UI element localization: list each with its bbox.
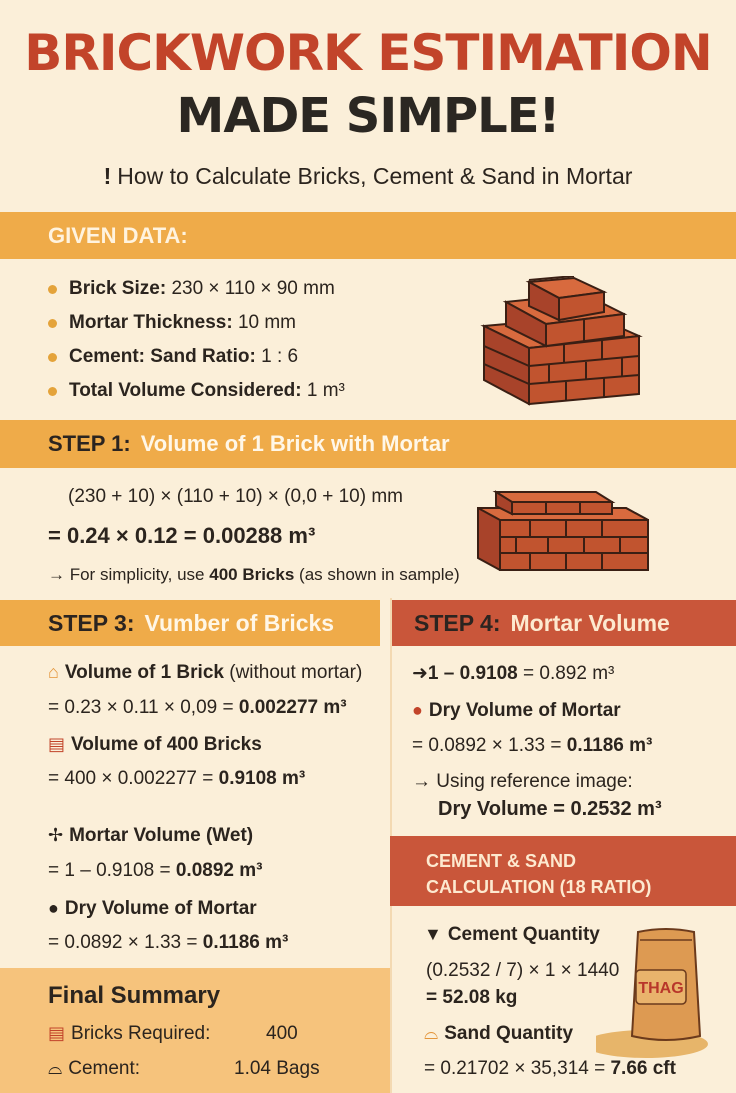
trowel-icon: ✢ [48,825,64,845]
given-data-band [0,212,736,259]
step1-note: → For simplicity, use 400 Bricks (as shown in sample) [48,565,460,584]
drop-icon: ● [48,898,59,918]
bag-label: THAG [638,980,684,997]
drop-icon: ● [412,700,423,720]
step1-label: STEP 1: [48,431,131,456]
step4-dry-calc: = 0.0892 × 1.33 = 0.1186 m³ [412,735,653,756]
brick-stack-illustration [474,276,654,418]
cement-result: = 52.08 kg [426,987,518,1008]
page-subtitle [0,163,736,190]
bucket-icon: ▼ [424,924,442,944]
sand-pile-icon: ⌓ [48,1058,63,1078]
given-item: Total Volume Considered: 1 m³ [48,374,345,408]
final-summary [0,968,390,1093]
summary-row: ▤ Bricks Required: [48,1023,211,1044]
summary-value: 400 [266,1023,298,1044]
step4-label: STEP 4: [414,609,501,636]
step3-wet-calc: = 1 – 0.9108 = 0.0892 m³ [48,860,263,881]
bullet-icon [48,353,57,362]
brick-wall-illustration [476,484,672,574]
brick-icon: ▤ [48,1023,66,1043]
summary-row: ⌓ Cement: [48,1058,141,1079]
given-data-heading: GIVEN DATA: [48,222,188,248]
step3-dry: ● Dry Volume of Mortar [48,898,257,919]
given-item: Brick Size: 230 × 110 × 90 mm [48,272,345,306]
cement-calc: (0.2532 / 7) × 1 × 1440 [426,960,620,981]
arrow-icon: ➜ [412,663,428,684]
step1-band [0,420,736,468]
bullet-icon [48,387,57,396]
step4-calc1: ➜1 – 0.9108 = 0.892 m³ [412,663,615,684]
given-item: Mortar Thickness: 10 mm [48,306,345,340]
step1-result: = 0.24 × 0.12 = 0.00288 m³ [48,523,316,548]
sand-calc: = 0.21702 × 35,314 = 7.66 cft [424,1058,676,1079]
given-data-list [48,272,345,408]
step3-wet: ✢ Mortar Volume (Wet) [48,825,254,846]
summary-value: 1.04 Bags [234,1058,320,1079]
house-icon: ⌂ [48,662,59,682]
cement-sand-band [390,836,736,906]
step4-dry: ● Dry Volume of Mortar [412,700,621,721]
step3-vol400: ▤ Volume of 400 Bricks [48,734,262,755]
step3-title: Vumber of Bricks [144,609,335,636]
page-title-line1: BRICKWORK ESTIMATION [24,24,712,82]
step3-dry-calc: = 0.0892 × 1.33 = 0.1186 m³ [48,932,289,953]
bullet-icon [48,319,57,328]
page-title-line2: MADE SIMPLE! [176,88,560,144]
step3-vol400-calc: = 400 × 0.002277 = 0.9108 m³ [48,768,306,789]
step1-formula: (230 + 10) × (110 + 10) × (0,0 + 10) mm [68,486,403,507]
sand-pile-icon: ⌓ [424,1023,439,1043]
step4-ref-label: → Using reference image: [412,771,633,792]
cement-bag-illustration [596,926,736,1060]
step3-vol1-calc: = 0.23 × 0.11 × 0,09 = 0.002277 m³ [48,697,347,718]
subtitle-text: How to Calculate Bricks, Cement & Sand in Mortar [117,163,633,189]
step3-band [0,600,380,646]
cement-sand-heading-2: CALCULATION (18 RATIO) [426,877,652,897]
sand-quantity: ⌓ Sand Quantity [424,1023,574,1044]
brick-icon: ▤ [48,734,66,754]
bullet-icon [48,285,57,294]
given-item: Cement: Sand Ratio: 1 : 6 [48,340,345,374]
cement-sand-heading-1: CEMENT & SAND [426,851,577,871]
cement-quantity: ▼ Cement Quantity [424,924,600,945]
summary-heading: Final Summary [48,982,221,1009]
subtitle-mark: ! [103,163,112,189]
step3-vol1: ⌂ Volume of 1 Brick (without mortar) [48,662,363,683]
step1-title: Volume of 1 Brick with Mortar [140,431,450,456]
step4-band [392,600,736,646]
step4-title: Mortar Volume [510,609,670,636]
step3-label: STEP 3: [48,609,135,636]
step4-ref-result: Dry Volume = 0.2532 m³ [438,798,662,820]
